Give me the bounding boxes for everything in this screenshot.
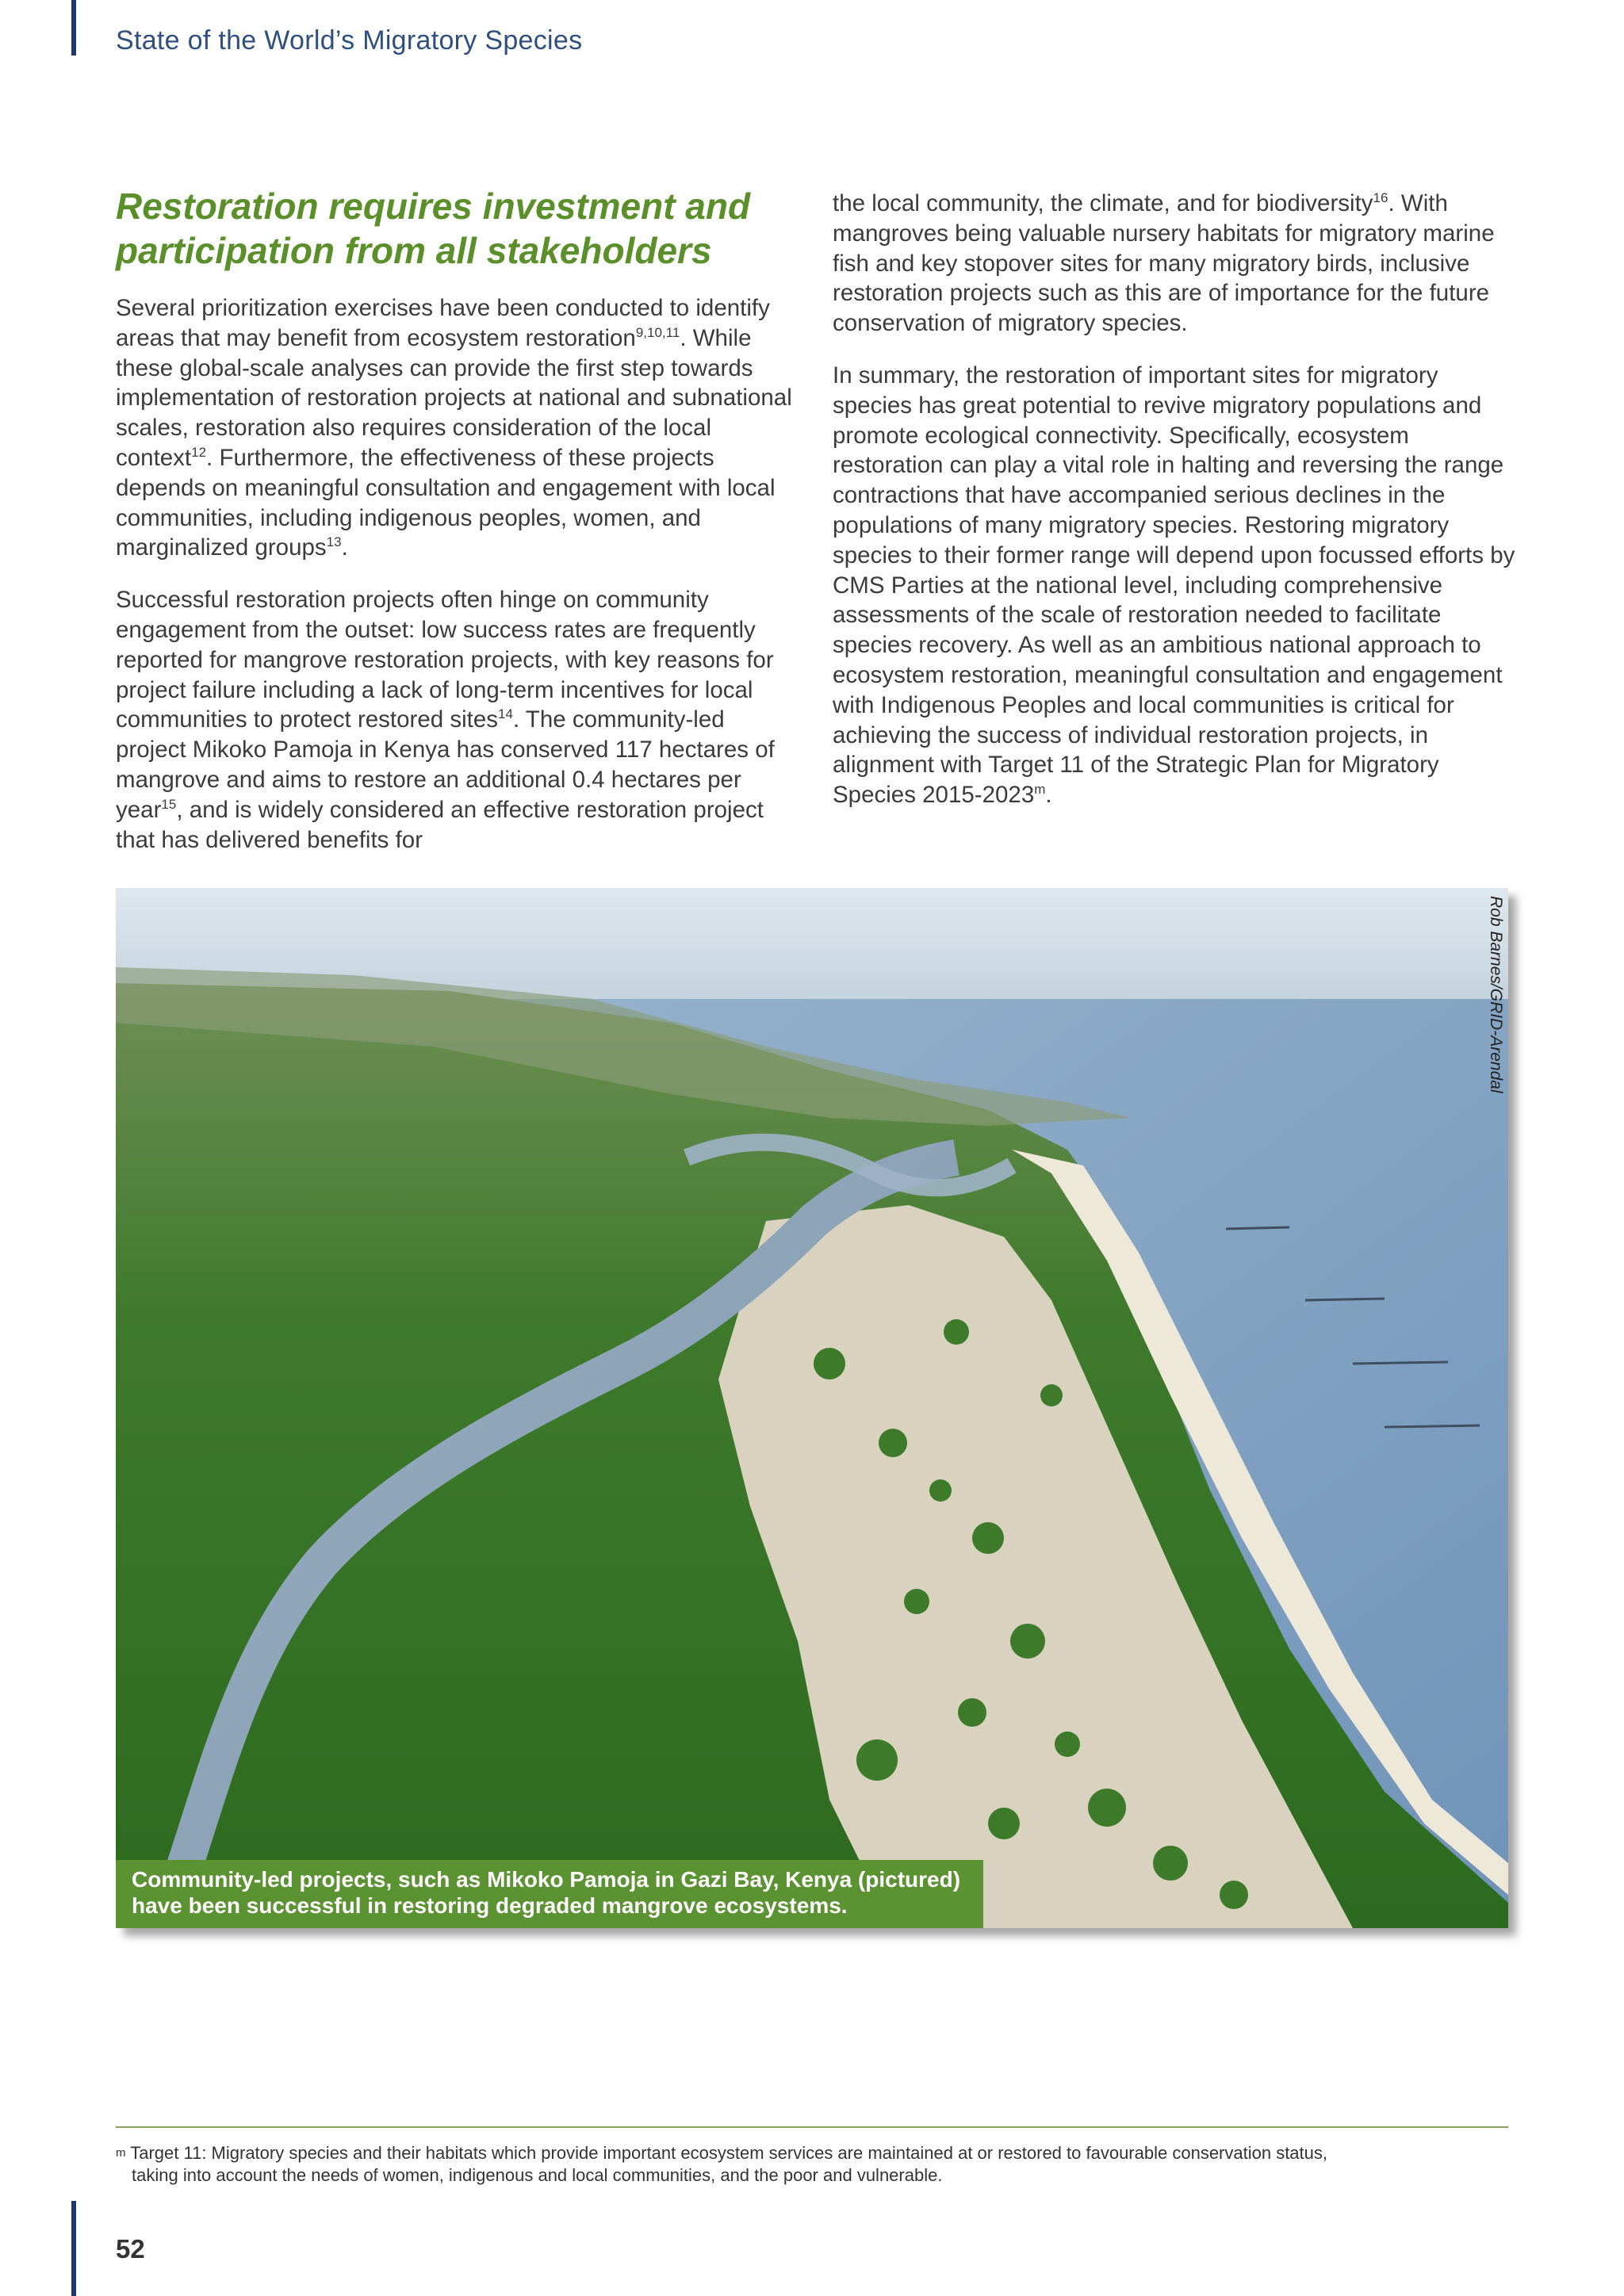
footnote-line-1: Target 11: Migratory species and their habitats which provide important ecosystem services are maintained at or restored to favourable conservation status, xyxy=(130,2143,1328,2163)
right-column xyxy=(833,189,1522,832)
photo-caption xyxy=(116,1860,983,1928)
left-paragraph-2: Successful restoration projects often hinge on community engagement from the outset: low success rates are frequently reported for mangrove restoration projects, with key reasons for project failure including a lack of long-term incentives for local communities to protect restored sites$^{14}$. The community-led project Mikoko Pamoja in Kenya has conserved 117 hectares of mangrove and aims to restore an additional 0.4 hectares per year$^{15}$, and is widely considered an effective restoration project that has delivered benefits for xyxy=(116,587,775,853)
footer-accent-bar xyxy=(71,2201,76,2296)
left-column xyxy=(116,184,798,877)
section-heading xyxy=(116,184,798,273)
header-accent-bar xyxy=(71,0,76,55)
citation-superscript: 9,10,11 xyxy=(635,324,680,340)
footnote-marker: m xyxy=(116,2146,126,2160)
left-paragraph-1: Several prioritization exercises have been conducted to identify areas that may benefit from ecosystem restoration$^{9,10,11}$. While these global-scale analyses can provide the first step towards implementation of restoration projects at national and subnational scales, restoration also requires consideration of the local context$^{12}$. Furthermore, the effectiveness of these projects depends on meaningful consultation and engagement with local communities, including indigenous peoples, women, and marginalized groups$^{13}$. xyxy=(116,295,792,561)
footnote-line-2: taking into account the needs of women, indigenous and local communities, and the poor and vulnerable. xyxy=(132,2165,943,2185)
citation-superscript: 15 xyxy=(161,796,177,812)
photo-credit: Rob Barnes/GRID-Arendal xyxy=(1487,896,1505,1093)
citation-superscript: 12 xyxy=(191,445,207,461)
heading-line-1: Restoration requires investment and xyxy=(116,186,751,227)
page-number: 52 xyxy=(116,2234,145,2263)
caption-line-1: Community-led projects, such as Mikoko Pamoja in Gazi Bay, Kenya (pictured) xyxy=(132,1867,961,1892)
aerial-mangrove-photo xyxy=(116,888,1508,1928)
right-paragraph-1: the local community, the climate, and for biodiversity$^{16}$. With mangroves being valuable nursery habitats for migratory marine fish and key stopover sites for many migratory birds, inclusive restoration projects such as this are of importance for the future conservation of migratory species. xyxy=(833,190,1495,337)
right-paragraph-2: In summary, the restoration of important sites for migratory species has great potential to revive migratory populations and promote ecological connectivity. Specifically, ecosystem restoration can play a vital role in halting and reversing the range contractions that have accompanied serious declines in the populations of many migratory species. Restoring migratory species to their former range will depend upon focussed efforts by CMS Parties at the national level, including comprehensive assessments of the scale of restoration needed to facilitate species recovery. As well as an ambitious national approach to ecosystem restoration, meaningful consultation and engagement with Indigenous Peoples and local communities is critical for achieving the success of individual restoration projects, in alignment with Target 11 of the Strategic Plan for Migratory Species 2015-2023$^m$. xyxy=(833,362,1515,809)
citation-superscript: 16 xyxy=(1373,190,1388,206)
footnote xyxy=(116,2142,1508,2187)
citation-superscript: 13 xyxy=(326,534,342,550)
citation-superscript: 14 xyxy=(498,706,513,722)
running-title: State of the World’s Migratory Species xyxy=(116,25,583,55)
footnote-marker-superscript: m xyxy=(1034,782,1046,798)
caption-line-2: have been successful in restoring degraded mangrove ecosystems. xyxy=(132,1893,848,1918)
mangrove-photo-illustration xyxy=(116,888,1508,1928)
heading-line-2: participation from all stakeholders xyxy=(116,230,712,271)
footnote-divider xyxy=(116,2126,1508,2128)
